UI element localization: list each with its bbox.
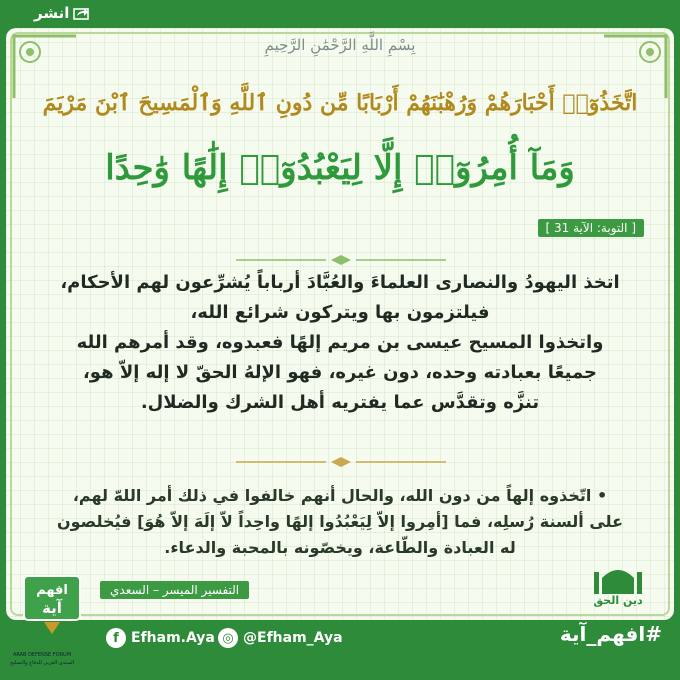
tafsir-line: تنزَّه وتقدَّس عما يفتريه أهل الشرك والضلال.	[140, 392, 540, 413]
mosque-icon	[586, 558, 650, 598]
tafsir-line: • اتّخذوه إلهاً من دون الله، والحال أنهم خالفوا في ذلك أمر اللهّ لهم،	[72, 486, 608, 505]
verse-reference: [ التوبة: الآية 31 ]	[538, 219, 644, 237]
din-al-haq-logo	[586, 558, 650, 620]
tafsir-source: التفسير الميسر – السعدي	[100, 581, 249, 599]
forum-watermark: ARAB DEFENSE FORUM	[12, 652, 72, 658]
svg-text:آية: آية	[42, 599, 62, 617]
top-bar	[0, 0, 680, 28]
instagram-handle: @Efham_Aya	[243, 630, 343, 646]
tafsir-line: اتخذ اليهودُ والنصارى العلماءَ والعُبَّادَ أرباباً يُشرِّعون لهم الأحكام،	[60, 272, 620, 293]
tafsir-paragraph-2	[24, 483, 656, 561]
tafsir-paragraph-1	[24, 268, 656, 418]
facebook-link[interactable]	[106, 628, 215, 648]
hashtag[interactable]: #افهم_آية	[559, 622, 662, 646]
verse-card	[6, 28, 674, 620]
ornament-divider-icon	[236, 456, 446, 468]
din-logo-text: دين الحق	[593, 594, 643, 607]
instagram-icon: ◎	[218, 628, 238, 648]
facebook-icon: f	[106, 628, 126, 648]
verse-line-1: اتَّخَذُوٓا۟ أَحْبَارَهُمْ وَرُهْبَٰنَهُمْ أَرْبَابًا مِّن دُونِ ٱللَّهِ وَٱلْمَسِيحَ ٱبْنَ مَرْيَمَ	[42, 90, 638, 116]
tafsir-line: على ألسنة رُسلِه، فما [أمِروا إلاّ لِيَعْبُدُوا إلهًا واحِداً لاّ إلَهَ إلاّ هُوَ] فيُخلصون	[56, 512, 623, 531]
verse-line-2: وَمَآ أُمِرُوٓا۟ إِلَّا لِيَعْبُدُوٓا۟ إِلَٰهًا وَٰحِدًا	[105, 148, 575, 188]
share-icon	[73, 6, 89, 20]
instagram-link[interactable]	[218, 628, 343, 648]
tafsir-line: جميعًا بعبادته وحده، دون غيره، فهو الإلهُ الحقّ لا إله إلاّ هو،	[82, 362, 598, 383]
efham-aya-logo	[20, 572, 84, 636]
facebook-handle: Efham.Aya	[131, 630, 215, 646]
tafsir-line: له العبادة والطّاعة، ويخصّونه بالمحبة والدعاء.	[164, 538, 516, 557]
share-button[interactable]	[34, 4, 89, 22]
forum-watermark: المنتدى العربي للدفاع والتسليح	[9, 660, 75, 666]
basmala: بِسْمِ اللَّهِ الرَّحْمَٰنِ الرَّحِيمِ	[264, 36, 416, 54]
tafsir-line: فيلتزمون بها ويتركون شرائع الله،	[190, 302, 490, 323]
share-label: انشر	[34, 4, 70, 22]
ornament-divider-icon	[236, 254, 446, 266]
svg-text:افهم: افهم	[36, 583, 68, 598]
tafsir-line: واتخذوا المسيح عيسى بن مريم إلهًا فعبدوه، وقد أمرهم الله	[76, 332, 604, 353]
